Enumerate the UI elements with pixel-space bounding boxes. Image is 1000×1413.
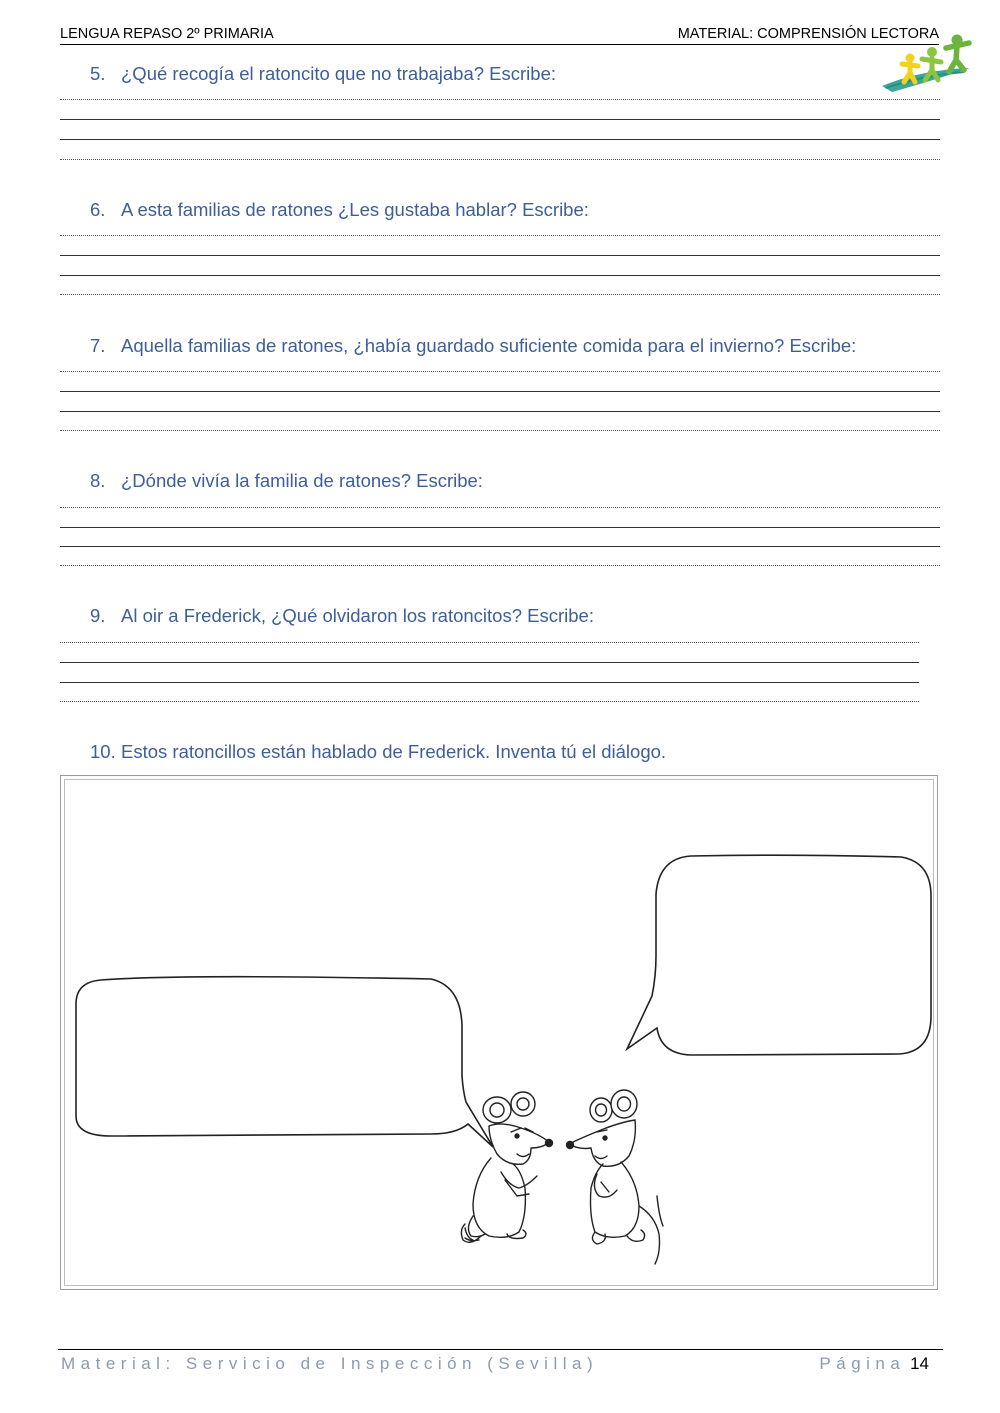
question-text: 10. Estos ratoncillos están hablado de Frederick. Inventa tú el diálogo. [90,741,667,762]
answer-line[interactable] [60,275,940,276]
answer-line[interactable] [60,99,940,100]
answer-line[interactable] [60,701,919,702]
dialog-illustration [61,776,939,1291]
answer-line[interactable] [60,527,940,528]
answer-line[interactable] [60,642,919,643]
answer-line[interactable] [60,682,919,683]
answer-line[interactable] [60,430,940,431]
left-mouse-illustration [461,1092,552,1242]
answer-line[interactable] [60,411,940,412]
answer-line[interactable] [60,565,940,566]
answer-line[interactable] [60,507,940,508]
page-label: Página [819,1354,906,1373]
answer-line[interactable] [60,391,940,392]
question-text: 7. Aquella familias de ratones, ¿había guardado suficiente comida para el invierno? Escribe: [90,335,857,356]
header-material: MATERIAL: COMPRENSIÓN LECTORA [677,26,939,42]
header-subject: LENGUA REPASO 2º PRIMARIA [60,26,274,42]
answer-line[interactable] [60,235,940,236]
question-text: 6. A esta familias de ratones ¿Les gustaba hablar? Escribe: [90,199,589,220]
question-text: 8. ¿Dónde vivía la familia de ratones? Escribe: [90,470,483,491]
right-mouse-illustration [567,1090,664,1264]
answer-line[interactable] [60,294,940,295]
page-number: 14 [910,1354,929,1373]
answer-line[interactable] [60,546,940,547]
dialog-frame [60,775,938,1290]
left-speech-bubble[interactable] [76,977,493,1147]
page-header [60,22,939,45]
children-logo-icon [880,28,975,94]
answer-line[interactable] [60,662,919,663]
answer-line[interactable] [60,139,940,140]
question-text: 9. Al oir a Frederick, ¿Qué olvidaron los ratoncitos? Escribe: [90,605,594,626]
page-indicator [819,1354,929,1374]
answer-line[interactable] [60,255,940,256]
page-footer [58,1349,943,1380]
question-text: 5. ¿Qué recogía el ratoncito que no trabajaba? Escribe: [90,63,557,84]
answer-line[interactable] [60,159,940,160]
answer-line[interactable] [60,371,940,372]
footer-credit: Material: Servicio de Inspección (Sevilla) [61,1354,599,1373]
answer-line[interactable] [60,119,940,120]
right-speech-bubble[interactable] [627,855,931,1055]
